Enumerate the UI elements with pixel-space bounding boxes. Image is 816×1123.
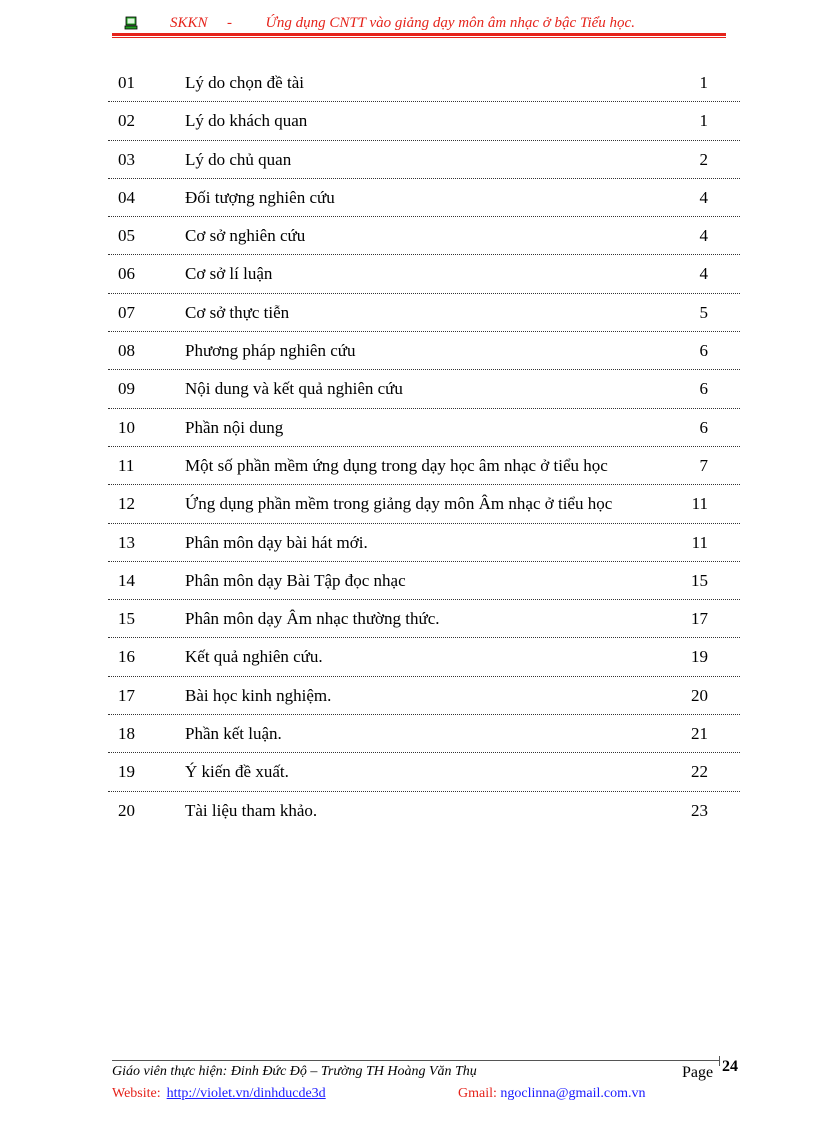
toc-row xyxy=(108,409,740,447)
toc-title: Phân môn dạy Bài Tập đọc nhạc xyxy=(185,570,406,590)
toc-row xyxy=(108,332,740,370)
gmail-label: Gmail: xyxy=(458,1086,497,1101)
toc-number: 01 xyxy=(118,73,135,92)
toc-row xyxy=(108,370,740,408)
footer-website xyxy=(112,1086,326,1102)
toc-page-number: 22 xyxy=(691,762,708,782)
toc-title: Lý do khách quan xyxy=(185,111,308,131)
gmail-address[interactable]: ngoclinna@gmail.com.vn xyxy=(500,1086,646,1101)
footer-page-label: Page xyxy=(682,1064,714,1081)
table-of-contents xyxy=(108,64,740,830)
toc-number: 17 xyxy=(118,685,135,705)
toc-row xyxy=(108,255,740,293)
website-label: Website: xyxy=(112,1086,161,1101)
toc-title: Bài học kinh nghiệm. xyxy=(185,685,332,705)
toc-number: 02 xyxy=(118,111,135,131)
header-title-line xyxy=(170,15,635,32)
footer-gmail xyxy=(458,1086,645,1102)
toc-page-number: 4 xyxy=(699,226,708,246)
toc-page-number: 19 xyxy=(691,647,708,667)
toc-title: Nội dung và kết quả nghiên cứu xyxy=(185,379,403,399)
toc-number: 04 xyxy=(118,187,135,207)
toc-title: Cơ sở thực tiễn xyxy=(185,302,290,322)
toc-title: Cơ sở nghiên cứu xyxy=(185,226,306,246)
toc-row xyxy=(108,64,740,102)
toc-page-number: 4 xyxy=(699,187,708,207)
toc-row xyxy=(108,179,740,217)
toc-title: Kết quả nghiên cứu. xyxy=(185,647,323,667)
toc-page-number: 7 xyxy=(699,455,708,475)
header-rule xyxy=(112,33,726,36)
toc-number: 05 xyxy=(118,226,135,246)
header-skkn: SKKN xyxy=(170,15,208,31)
toc-number: 13 xyxy=(118,532,135,552)
toc-title: Ứng dụng phần mềm trong giảng dạy môn Âm nhạc ở tiểu học xyxy=(185,494,613,514)
toc-row xyxy=(108,447,740,485)
toc-row xyxy=(108,294,740,332)
toc-title: Ý kiến đề xuất. xyxy=(185,762,289,782)
toc-number: 15 xyxy=(118,609,135,629)
header-separator: - xyxy=(227,15,233,31)
toc-page-number: 17 xyxy=(691,609,708,629)
toc-page-number: 1 xyxy=(699,73,708,92)
toc-page-number: 11 xyxy=(691,494,708,514)
toc-title: Phương pháp nghiên cứu xyxy=(185,341,356,361)
toc-row xyxy=(108,524,740,562)
toc-row xyxy=(108,638,740,676)
toc-number: 18 xyxy=(118,724,135,744)
toc-row xyxy=(108,562,740,600)
toc-page-number: 6 xyxy=(699,417,708,437)
toc-number: 20 xyxy=(118,800,135,820)
toc-number: 07 xyxy=(118,302,135,322)
toc-page-number: 4 xyxy=(699,264,708,284)
toc-page-number: 11 xyxy=(691,532,708,552)
footer-rule xyxy=(112,1060,720,1061)
toc-row xyxy=(108,217,740,255)
toc-number: 19 xyxy=(118,762,135,782)
toc-number: 12 xyxy=(118,494,135,514)
toc-page-number: 23 xyxy=(691,800,708,820)
header-rule-thin xyxy=(112,37,726,38)
website-link[interactable]: http://violet.vn/dinhducde3d xyxy=(166,1086,326,1101)
footer-rule-tick xyxy=(719,1056,720,1066)
toc-title: Phân môn dạy bài hát mới. xyxy=(185,532,368,552)
toc-page-number: 1 xyxy=(699,111,708,131)
toc-row xyxy=(108,753,740,791)
toc-page-number: 6 xyxy=(699,341,708,361)
toc-title: Cơ sở lí luận xyxy=(185,264,273,284)
toc-row xyxy=(108,677,740,715)
toc-page-number: 2 xyxy=(699,149,708,169)
toc-title: Phần kết luận. xyxy=(185,724,282,744)
toc-number: 16 xyxy=(118,647,135,667)
toc-title: Lý do chọn đề tài xyxy=(185,73,304,92)
header-title: Ứng dụng CNTT vào giảng dạy môn âm nhạc ở bậc Tiểu học. xyxy=(265,15,635,31)
toc-row xyxy=(108,485,740,523)
toc-row xyxy=(108,792,740,830)
footer-credit: Giáo viên thực hiện: Đinh Đức Độ – Trường TH Hoàng Văn Thụ xyxy=(112,1064,477,1079)
toc-number: 08 xyxy=(118,341,135,361)
page-header xyxy=(112,12,726,38)
toc-row xyxy=(108,600,740,638)
computer-icon xyxy=(124,16,138,30)
toc-number: 11 xyxy=(118,455,135,475)
footer-page-number: 24 xyxy=(722,1058,738,1075)
toc-title: Một số phần mềm ứng dụng trong dạy học âm nhạc ở tiểu học xyxy=(185,455,608,475)
toc-title: Tài liệu tham khảo. xyxy=(185,800,318,820)
toc-number: 03 xyxy=(118,149,135,169)
toc-number: 14 xyxy=(118,570,135,590)
toc-title: Lý do chủ quan xyxy=(185,149,292,169)
toc-title: Phân môn dạy Âm nhạc thường thức. xyxy=(185,609,440,629)
toc-number: 09 xyxy=(118,379,135,399)
toc-page-number: 21 xyxy=(691,724,708,744)
toc-row xyxy=(108,715,740,753)
toc-row xyxy=(108,141,740,179)
toc-row xyxy=(108,102,740,140)
toc-title: Đối tượng nghiên cứu xyxy=(185,187,335,207)
toc-page-number: 6 xyxy=(699,379,708,399)
toc-title: Phần nội dung xyxy=(185,417,284,437)
toc-page-number: 15 xyxy=(691,570,708,590)
toc-number: 06 xyxy=(118,264,135,284)
toc-page-number: 20 xyxy=(691,685,708,705)
toc-page-number: 5 xyxy=(699,302,708,322)
toc-number: 10 xyxy=(118,417,135,437)
